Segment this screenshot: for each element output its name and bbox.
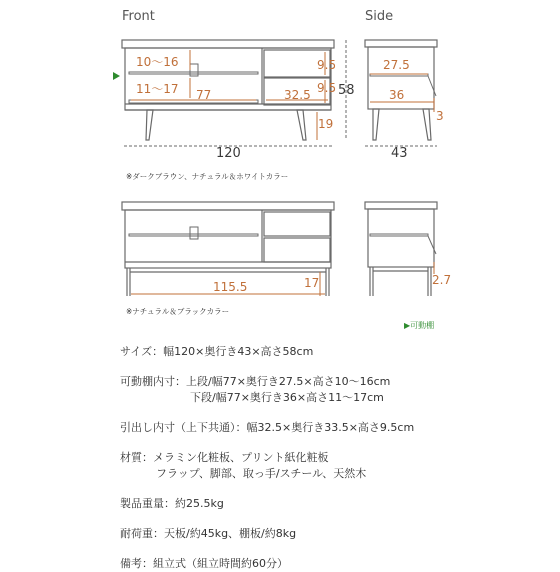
dim-shelf-upper-h: 10～16 [136,55,179,69]
dim-side-gap-bottom: 2.7 [432,273,452,287]
dim-total-w: 120 [216,146,241,161]
spec-material-2: フラップ、脚部、取っ手/スチール、天然木 [156,467,367,480]
dim-drawer-w: 32.5 [284,88,311,102]
note-bottom: ※ナチュラル＆ブラックカラー [126,307,230,316]
side-label: Side [365,9,394,24]
spec-shelf-inner-upper: 可動棚内寸：上段/幅77×奥行き27.5×高さ10～16cm [120,375,391,388]
legend-movable-shelf: ▶可動棚 [404,321,435,330]
front-label: Front [122,9,155,24]
spec-list [120,344,550,572]
dim-drawer-h2: 9.5 [317,81,337,95]
spec-drawer-inner: 引出し内寸（上下共通）：幅32.5×奥行き33.5×高さ9.5cm [120,421,415,434]
dim-side-gap: 3 [436,109,444,123]
note-top: ※ダークブラウン、ナチュラル＆ホワイトカラー [126,172,289,181]
dim-side-depth-drawer: 36 [389,88,405,102]
spec-shelf-inner-lower: 下段/幅77×奥行き36×高さ11～17cm [190,391,384,404]
dim-side-depth-inner: 27.5 [383,58,410,72]
spec-weight: 製品重量：約25.5kg [120,497,224,510]
spec-note: 備考：組立式（組立時間約60分） [120,557,288,570]
dim-total-d: 43 [391,146,408,161]
spec-material: 材質：メラミン化粧板、プリント紙化粧板 [120,451,329,464]
spec-load: 耐荷重：天板/約45kg、棚板/約8kg [120,527,297,540]
dim-leg-h-bottom: 17 [304,276,320,290]
side-view-bottom [365,202,437,296]
dim-inner-w-bottom: 115.5 [213,280,248,294]
spec-size: サイズ：幅120×奥行き43×高さ58cm [120,345,314,358]
movable-shelf-marker-icon [113,72,120,80]
dim-shelf-w: 77 [196,88,212,102]
dim-shelf-lower-h: 11～17 [136,82,179,96]
dim-leg-h: 19 [318,117,334,131]
dim-drawer-h1: 9.5 [317,58,337,72]
dim-total-h: 58 [338,83,355,98]
